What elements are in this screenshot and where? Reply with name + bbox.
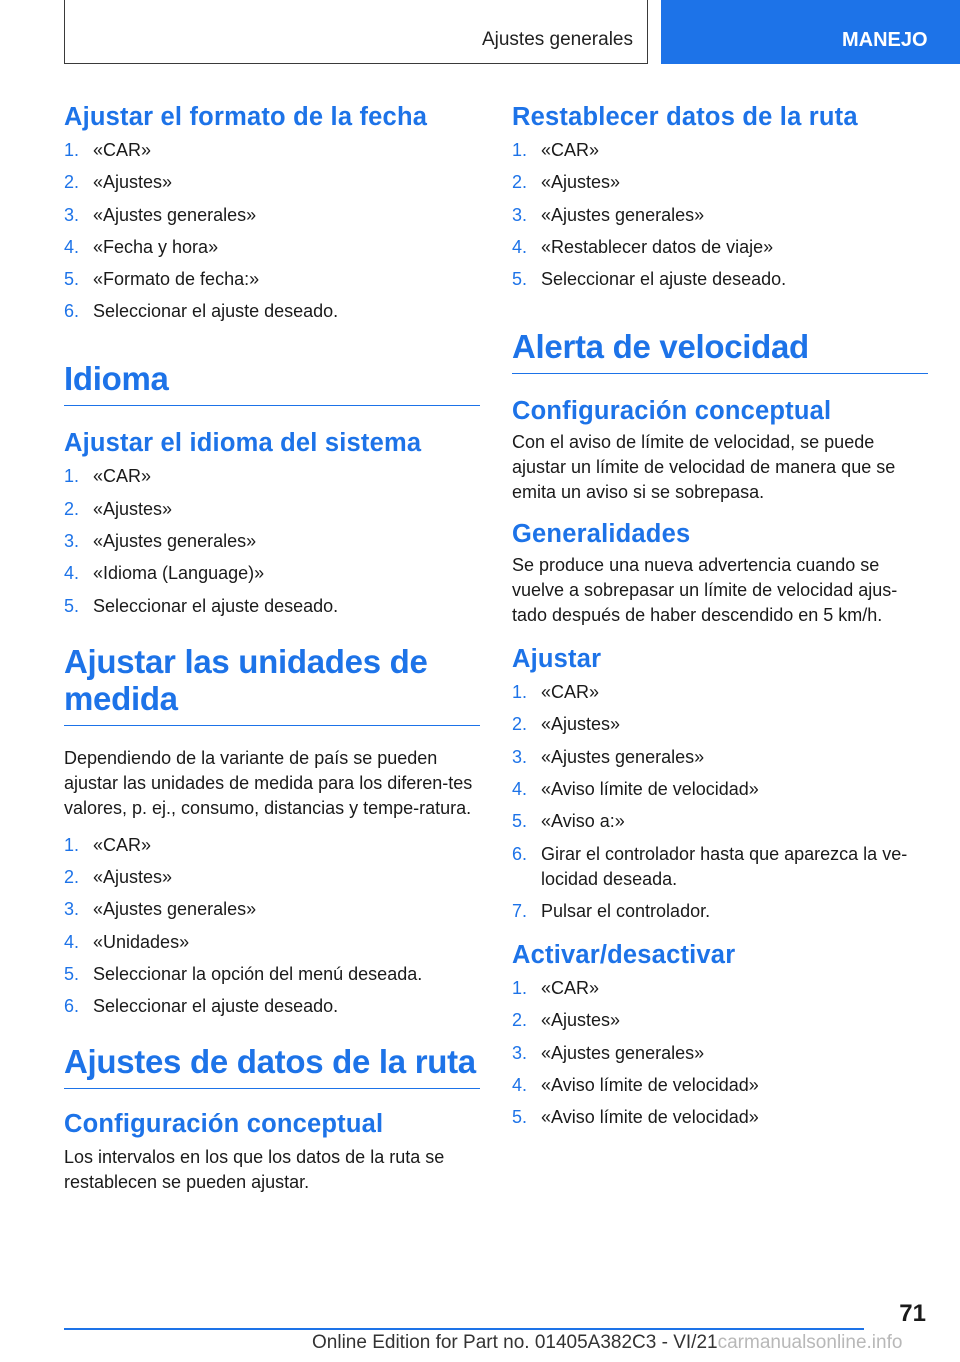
chapter-tab-label: MANEJO bbox=[842, 29, 928, 51]
page-number: 71 bbox=[899, 1300, 926, 1327]
step-number: 1. bbox=[64, 834, 80, 855]
reset-route-heading: Restablecer datos de la ruta bbox=[512, 103, 858, 131]
step-text: Seleccionar la opción del menú deseada. bbox=[93, 963, 423, 984]
step-number: 6. bbox=[64, 996, 80, 1017]
step-number: 5. bbox=[512, 269, 528, 290]
step-number: 4. bbox=[512, 236, 528, 257]
step-number: 2. bbox=[64, 866, 80, 887]
step-item bbox=[512, 712, 928, 737]
step-item bbox=[64, 897, 480, 922]
step-item bbox=[64, 529, 480, 554]
step-text: «Ajustes» bbox=[93, 866, 173, 887]
step-text: «Ajustes generales» bbox=[541, 1042, 705, 1063]
step-item bbox=[64, 962, 480, 987]
route-settings-heading: Ajustes de datos de la ruta bbox=[64, 1043, 480, 1089]
step-number: 2. bbox=[512, 714, 528, 735]
step-number: 5. bbox=[64, 595, 80, 616]
step-text: «Ajustes» bbox=[541, 714, 621, 735]
step-number: 6. bbox=[512, 843, 528, 864]
adjust-steps bbox=[512, 680, 928, 924]
step-text: «CAR» bbox=[541, 682, 600, 703]
step-item bbox=[512, 1073, 928, 1098]
step-text: Seleccionar el ajuste deseado. bbox=[93, 301, 339, 322]
step-item bbox=[512, 267, 928, 292]
step-number: 5. bbox=[512, 811, 528, 832]
step-text: «Aviso a:» bbox=[541, 811, 625, 832]
general-text: Se produce una nueva advertencia cuando se vuelve a sobrepasar un límite de velocidad ajus‐tado después de haber descendido en 5 km/h. bbox=[512, 555, 898, 626]
step-text: «Idioma (Language)» bbox=[93, 563, 265, 584]
step-item bbox=[512, 745, 928, 770]
toggle-steps bbox=[512, 976, 928, 1130]
footer-edition bbox=[312, 1332, 902, 1354]
step-text: Girar el controlador hasta que aparezca la ve‐locidad deseada. bbox=[541, 843, 908, 889]
step-number: 4. bbox=[64, 931, 80, 952]
date-format-heading: Ajustar el formato de la fecha bbox=[64, 103, 428, 131]
step-item bbox=[64, 464, 480, 489]
step-text: «Ajustes generales» bbox=[93, 204, 257, 225]
step-item bbox=[512, 235, 928, 260]
step-item bbox=[512, 203, 928, 228]
step-item bbox=[64, 267, 480, 292]
step-item bbox=[512, 680, 928, 705]
step-text: «Aviso límite de velocidad» bbox=[541, 1074, 759, 1095]
step-text: Seleccionar el ajuste deseado. bbox=[93, 996, 339, 1017]
speed-concept-text: Con el aviso de límite de velocidad, se puede ajustar un límite de velocidad de manera que se emita un aviso si se sobrepasa. bbox=[512, 432, 896, 503]
watermark: carmanualsonline.info bbox=[717, 1332, 903, 1353]
step-item bbox=[64, 299, 480, 324]
step-number: 3. bbox=[512, 1042, 528, 1063]
step-item bbox=[512, 842, 928, 892]
step-item bbox=[512, 899, 928, 924]
step-text: «Ajustes generales» bbox=[93, 531, 257, 552]
language-section-heading: Idioma bbox=[64, 360, 480, 406]
step-number: 3. bbox=[64, 204, 80, 225]
step-number: 3. bbox=[64, 531, 80, 552]
reset-route-steps bbox=[512, 138, 928, 292]
step-item bbox=[512, 777, 928, 802]
chapter-tab bbox=[661, 0, 960, 64]
adjust-heading: Ajustar bbox=[512, 645, 602, 674]
step-item bbox=[512, 1041, 928, 1066]
step-item bbox=[64, 235, 480, 260]
step-item bbox=[512, 976, 928, 1001]
step-text: «Formato de fecha:» bbox=[93, 269, 260, 290]
units-description: Dependiendo de la variante de país se pueden ajustar las unidades de medida para los diferen‐tes valores, p. ej., consumo, distancias y tempe‐ratura. bbox=[64, 747, 473, 818]
header-section-title: Ajustes generales bbox=[481, 29, 633, 50]
date-format-steps bbox=[64, 138, 480, 324]
step-text: «CAR» bbox=[541, 140, 600, 160]
step-text: «CAR» bbox=[541, 977, 600, 998]
step-item bbox=[512, 1105, 928, 1130]
step-item bbox=[512, 809, 928, 834]
step-item bbox=[512, 138, 928, 163]
step-text: «Ajustes generales» bbox=[541, 746, 705, 767]
step-number: 4. bbox=[512, 1074, 528, 1095]
step-number: 1. bbox=[64, 466, 80, 487]
step-text: «Aviso límite de velocidad» bbox=[541, 779, 759, 800]
step-item bbox=[64, 203, 480, 228]
speed-alert-heading: Alerta de velocidad bbox=[512, 328, 928, 374]
right-column bbox=[512, 100, 928, 1137]
step-number: 4. bbox=[64, 236, 80, 257]
step-number: 3. bbox=[64, 899, 80, 920]
step-item bbox=[64, 994, 480, 1019]
step-number: 3. bbox=[512, 204, 528, 225]
step-item bbox=[512, 1008, 928, 1033]
step-number: 4. bbox=[64, 563, 80, 584]
step-number: 7. bbox=[512, 900, 528, 921]
language-steps bbox=[64, 464, 480, 618]
edition-text: Online Edition for Part no. 01405A382C3 - VI/21 bbox=[312, 1332, 718, 1353]
route-concept-text: Los intervalos en los que los datos de la ruta se restablecen se pueden ajustar. bbox=[64, 1147, 445, 1193]
step-text: «Aviso límite de velocidad» bbox=[541, 1107, 759, 1128]
step-text: «CAR» bbox=[93, 140, 152, 160]
units-section-heading: Ajustar las unidades de medida bbox=[64, 643, 480, 726]
step-text: «Restablecer datos de viaje» bbox=[541, 236, 774, 257]
step-number: 2. bbox=[512, 1010, 528, 1031]
step-text: Seleccionar el ajuste deseado. bbox=[541, 269, 787, 290]
step-text: «Ajustes generales» bbox=[541, 204, 705, 225]
step-text: «CAR» bbox=[93, 466, 152, 487]
step-item bbox=[64, 594, 480, 619]
step-text: «Fecha y hora» bbox=[93, 236, 219, 257]
system-language-heading: Ajustar el idioma del sistema bbox=[64, 429, 422, 458]
step-number: 1. bbox=[64, 140, 80, 160]
step-item bbox=[512, 170, 928, 195]
step-item bbox=[64, 930, 480, 955]
step-number: 5. bbox=[64, 963, 80, 984]
left-column bbox=[64, 100, 480, 1195]
step-item bbox=[64, 138, 480, 163]
step-text: «CAR» bbox=[93, 834, 152, 855]
step-text: «Ajustes» bbox=[541, 172, 621, 193]
units-steps bbox=[64, 833, 480, 1019]
step-number: 4. bbox=[512, 779, 528, 800]
step-number: 2. bbox=[64, 498, 80, 519]
step-text: «Ajustes» bbox=[541, 1010, 621, 1031]
step-item bbox=[64, 497, 480, 522]
step-item bbox=[64, 561, 480, 586]
step-text: «Unidades» bbox=[93, 931, 190, 952]
step-number: 5. bbox=[512, 1107, 528, 1128]
step-item bbox=[64, 833, 480, 858]
step-text: «Ajustes generales» bbox=[93, 899, 257, 920]
step-text: «Ajustes» bbox=[93, 498, 173, 519]
route-concept-heading: Configuración conceptual bbox=[64, 1110, 384, 1139]
step-number: 6. bbox=[64, 301, 80, 322]
step-number: 1. bbox=[512, 682, 528, 703]
toggle-heading: Activar/desactivar bbox=[512, 940, 736, 969]
general-heading: Generalidades bbox=[512, 520, 691, 549]
step-number: 2. bbox=[512, 172, 528, 193]
step-text: Pulsar el controlador. bbox=[541, 900, 711, 921]
step-text: «Ajustes» bbox=[93, 172, 173, 193]
step-number: 3. bbox=[512, 746, 528, 767]
step-number: 5. bbox=[64, 269, 80, 290]
step-item bbox=[64, 170, 480, 195]
step-text: Seleccionar el ajuste deseado. bbox=[93, 595, 339, 616]
footer-divider bbox=[64, 1328, 864, 1330]
step-number: 1. bbox=[512, 977, 528, 998]
speed-concept-heading: Configuración conceptual bbox=[512, 397, 832, 426]
step-item bbox=[64, 865, 480, 890]
step-number: 2. bbox=[64, 172, 80, 193]
step-number: 1. bbox=[512, 140, 528, 160]
header-section-box bbox=[64, 0, 648, 64]
